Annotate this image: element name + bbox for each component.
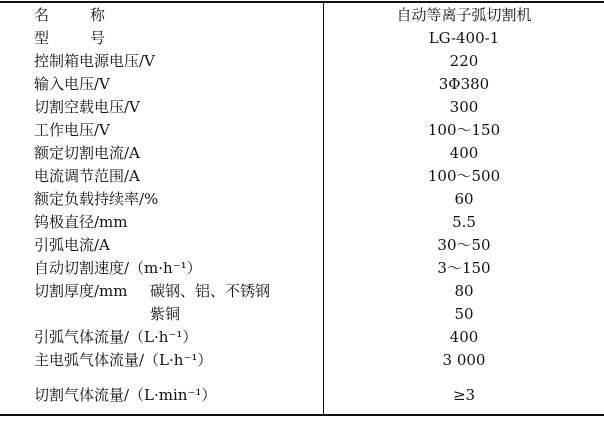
- table-top-rule: [0, 1, 604, 3]
- row-sublabel: 紫铜: [150, 305, 181, 323]
- row-value: 5.5: [452, 213, 476, 231]
- row-label: 自动切割速度/（m·h⁻¹）: [34, 259, 202, 277]
- header-label-char-2: 称: [90, 6, 106, 24]
- row-label: 主电弧气体流量/（L·h⁻¹）: [34, 351, 213, 369]
- row-label: 切割气体流量/（L·min⁻¹）: [34, 386, 217, 404]
- row-value: 400: [449, 144, 479, 162]
- row-value: 400: [449, 328, 479, 346]
- row-value: 30～50: [437, 236, 491, 254]
- row-value: 100～150: [427, 121, 501, 139]
- row-value: 80: [454, 282, 474, 300]
- row-label: 控制箱电源电压/V: [34, 52, 155, 70]
- row-label: 工作电压/V: [34, 121, 110, 139]
- row-label: 钨极直径/mm: [34, 213, 128, 231]
- row-label: 引弧气体流量/（L·h⁻¹）: [34, 328, 198, 346]
- row-label: 引弧电流/A: [34, 236, 110, 254]
- row-sublabel: 碳钢、铝、不锈钢: [150, 282, 271, 300]
- row-value: 3～150: [437, 259, 491, 277]
- row-label-char-2: 号: [90, 29, 106, 47]
- row-label: 切割空载电压/V: [34, 98, 140, 116]
- row-value: 100～500: [427, 167, 501, 185]
- table-bottom-rule: [0, 414, 604, 416]
- row-value: 300: [449, 98, 479, 116]
- row-label: 额定切割电流/A: [34, 144, 140, 162]
- row-value: 3 000: [442, 351, 486, 369]
- row-label-char-1: 型: [34, 29, 50, 47]
- header-label-char-1: 名: [34, 6, 50, 24]
- row-label: 电流调节范围/A: [34, 167, 140, 185]
- row-value: 60: [454, 190, 474, 208]
- row-label: 切割厚度/mm: [34, 282, 128, 300]
- header-value: 自动等离子弧切割机: [396, 6, 532, 24]
- row-value: 3Φ380: [438, 75, 490, 93]
- row-label: 输入电压/V: [34, 75, 110, 93]
- row-value: 50: [454, 305, 474, 323]
- row-label: 额定负载持续率/%: [34, 190, 159, 208]
- row-value: ≥3: [452, 386, 476, 404]
- row-value: LG-400-1: [428, 29, 500, 47]
- row-value: 220: [449, 52, 479, 70]
